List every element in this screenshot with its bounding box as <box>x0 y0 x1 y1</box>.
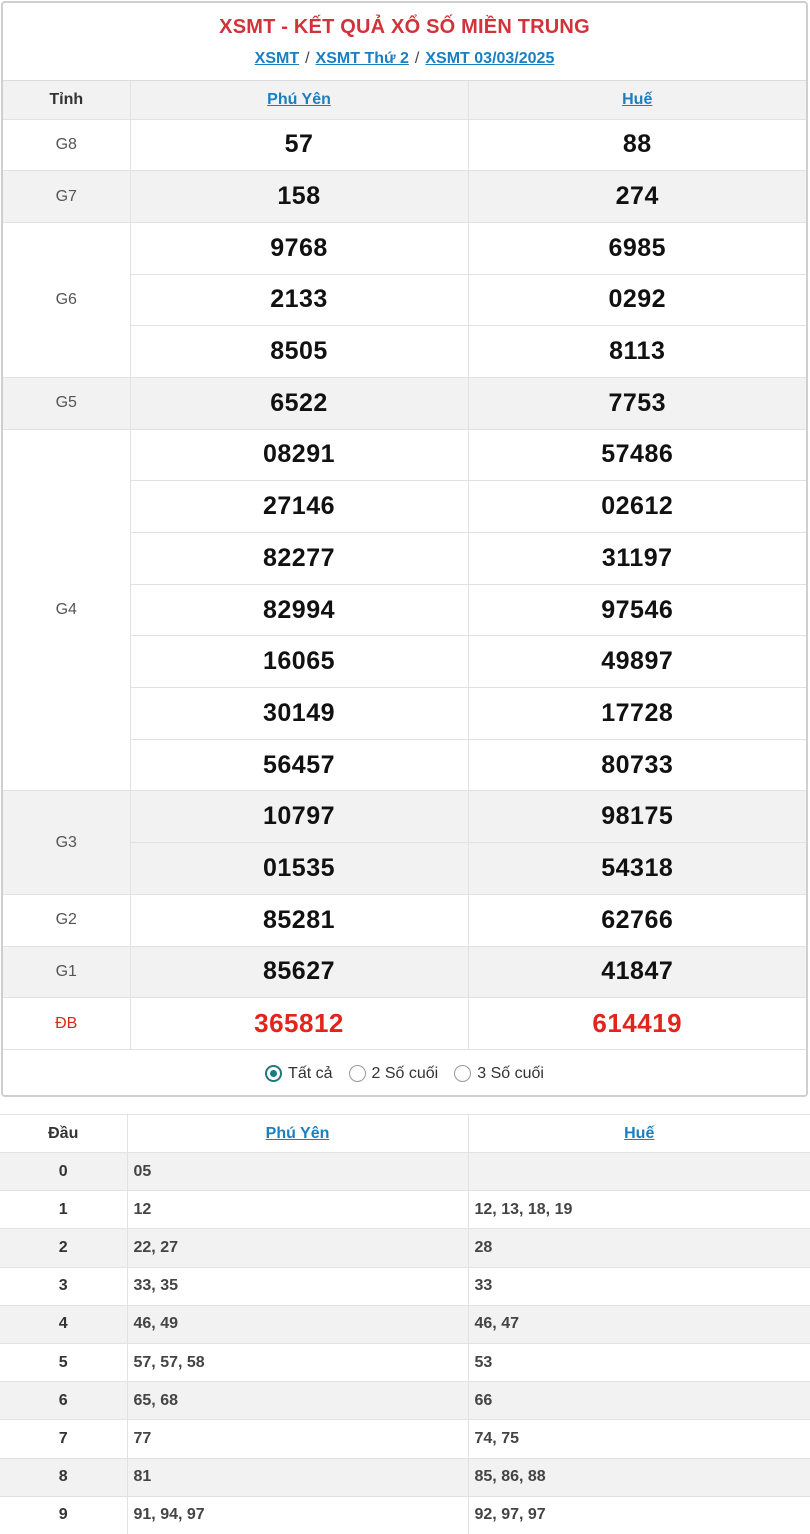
prize-row <box>3 171 806 223</box>
loto-values-phu-yen: 65, 68 <box>127 1382 468 1420</box>
prize-label: G4 <box>3 429 130 791</box>
prize-row <box>3 222 806 274</box>
prize-number-hue: 97546 <box>468 584 806 636</box>
prize-row <box>3 429 806 481</box>
radio-unchecked-icon <box>454 1065 471 1082</box>
results-body <box>3 119 806 1049</box>
prize-number-hue: 274 <box>468 171 806 223</box>
prize-number-phu-yen: 9768 <box>130 222 468 274</box>
prize-number-hue: 49897 <box>468 636 806 688</box>
head-digit: 5 <box>0 1343 127 1381</box>
loto-row <box>0 1458 810 1496</box>
loto-values-hue: 46, 47 <box>468 1305 810 1343</box>
prize-number-phu-yen: 27146 <box>130 481 468 533</box>
filter-label: 2 Số cuối <box>371 1064 439 1082</box>
column-header-head-digit: Đầu <box>0 1115 127 1153</box>
loto-values-hue: 28 <box>468 1229 810 1267</box>
prize-row <box>3 119 806 171</box>
prize-label: G2 <box>3 894 130 946</box>
prize-label: G8 <box>3 119 130 171</box>
loto-values-phu-yen: 22, 27 <box>127 1229 468 1267</box>
head-digit: 8 <box>0 1458 127 1496</box>
prize-number-phu-yen: 30149 <box>130 688 468 740</box>
loto-values-hue: 92, 97, 97 <box>468 1496 810 1534</box>
digit-filter <box>3 1050 806 1097</box>
loto-table <box>0 1114 810 1534</box>
head-digit: 2 <box>0 1229 127 1267</box>
prize-label: ĐB <box>3 998 130 1050</box>
breadcrumb <box>3 50 806 68</box>
breadcrumb-date-link[interactable]: XSMT 03/03/2025 <box>425 50 555 67</box>
head-digit: 1 <box>0 1191 127 1229</box>
prize-row <box>3 998 806 1050</box>
head-digit: 6 <box>0 1382 127 1420</box>
prize-number-hue: 57486 <box>468 429 806 481</box>
province-link-phu-yen[interactable]: Phú Yên <box>267 90 331 108</box>
loto-values-phu-yen: 81 <box>127 1458 468 1496</box>
prize-number-hue: 41847 <box>468 946 806 998</box>
breadcrumb-separator: / <box>414 50 420 67</box>
prize-number-phu-yen: 2133 <box>130 274 468 326</box>
results-header <box>3 3 806 81</box>
loto-values-hue: 33 <box>468 1267 810 1305</box>
prize-number-phu-yen: 82277 <box>130 533 468 585</box>
loto-values-phu-yen: 12 <box>127 1191 468 1229</box>
filter-all-radio[interactable] <box>265 1065 332 1083</box>
loto-values-hue: 74, 75 <box>468 1420 810 1458</box>
loto-province-link-hue[interactable]: Huế <box>624 1124 655 1142</box>
filter-last-3-radio[interactable] <box>454 1065 544 1083</box>
prize-number-hue: 88 <box>468 119 806 171</box>
breadcrumb-weekday-link[interactable]: XSMT Thứ 2 <box>315 50 409 67</box>
prize-number-hue: 7753 <box>468 377 806 429</box>
results-panel <box>1 1 808 1097</box>
loto-row <box>0 1229 810 1267</box>
prize-number-phu-yen: 85627 <box>130 946 468 998</box>
filter-label: 3 Số cuối <box>477 1064 544 1082</box>
loto-row <box>0 1191 810 1229</box>
prize-number-phu-yen: 57 <box>130 119 468 171</box>
prize-label: G5 <box>3 377 130 429</box>
radio-unchecked-icon <box>349 1065 366 1082</box>
results-header-row <box>3 81 806 119</box>
loto-values-hue: 85, 86, 88 <box>468 1458 810 1496</box>
prize-number-hue: 0292 <box>468 274 806 326</box>
prize-row <box>3 894 806 946</box>
prize-number-hue: 614419 <box>468 998 806 1050</box>
prize-number-phu-yen: 56457 <box>130 739 468 791</box>
radio-checked-icon <box>265 1065 282 1082</box>
loto-body <box>0 1153 810 1534</box>
prize-label: G1 <box>3 946 130 998</box>
prize-number-phu-yen: 8505 <box>130 326 468 378</box>
breadcrumb-separator: / <box>305 50 310 67</box>
head-digit: 4 <box>0 1305 127 1343</box>
loto-values-hue <box>468 1153 810 1191</box>
prize-number-hue: 80733 <box>468 739 806 791</box>
prize-number-phu-yen: 82994 <box>130 584 468 636</box>
prize-number-hue: 98175 <box>468 791 806 843</box>
loto-values-hue: 12, 13, 18, 19 <box>468 1191 810 1229</box>
loto-row <box>0 1153 810 1191</box>
prize-number-phu-yen: 158 <box>130 171 468 223</box>
prize-number-hue: 6985 <box>468 222 806 274</box>
loto-province-link-phu-yen[interactable]: Phú Yên <box>265 1124 330 1142</box>
loto-values-hue: 66 <box>468 1382 810 1420</box>
loto-row <box>0 1420 810 1458</box>
filter-last-2-radio[interactable] <box>349 1065 439 1083</box>
prize-number-hue: 17728 <box>468 688 806 740</box>
prize-number-hue: 8113 <box>468 326 806 378</box>
prize-number-phu-yen: 10797 <box>130 791 468 843</box>
loto-values-hue: 53 <box>468 1343 810 1381</box>
results-table <box>3 81 806 1050</box>
prize-number-phu-yen: 08291 <box>130 429 468 481</box>
prize-number-hue: 54318 <box>468 843 806 895</box>
loto-row <box>0 1267 810 1305</box>
head-digit: 3 <box>0 1267 127 1305</box>
prize-number-phu-yen: 6522 <box>130 377 468 429</box>
prize-row <box>3 377 806 429</box>
loto-values-phu-yen: 91, 94, 97 <box>127 1496 468 1534</box>
prize-label: G6 <box>3 222 130 377</box>
column-header-hue <box>468 81 806 119</box>
loto-values-phu-yen: 77 <box>127 1420 468 1458</box>
loto-row <box>0 1496 810 1534</box>
prize-number-hue: 02612 <box>468 481 806 533</box>
prize-number-phu-yen: 365812 <box>130 998 468 1050</box>
loto-values-phu-yen: 46, 49 <box>127 1305 468 1343</box>
loto-panel <box>0 1114 810 1534</box>
loto-values-phu-yen: 57, 57, 58 <box>127 1343 468 1381</box>
page-title: XSMT - KẾT QUẢ XỔ SỐ MIỀN TRUNG <box>219 16 590 38</box>
breadcrumb-xsmt-link[interactable]: XSMT <box>254 50 300 67</box>
head-digit: 7 <box>0 1420 127 1458</box>
head-digit: 9 <box>0 1496 127 1534</box>
loto-header-row <box>0 1115 810 1153</box>
loto-values-phu-yen: 05 <box>127 1153 468 1191</box>
column-header-phu-yen <box>130 81 468 119</box>
column-header-province: Tỉnh <box>3 81 130 119</box>
prize-number-phu-yen: 16065 <box>130 636 468 688</box>
prize-number-phu-yen: 85281 <box>130 894 468 946</box>
prize-label: G3 <box>3 791 130 894</box>
prize-number-phu-yen: 01535 <box>130 843 468 895</box>
loto-row <box>0 1305 810 1343</box>
filter-label: Tất cả <box>288 1064 333 1082</box>
province-link-hue[interactable]: Huế <box>622 90 653 108</box>
loto-column-header-hue <box>468 1115 810 1153</box>
loto-row <box>0 1343 810 1381</box>
prize-number-hue: 62766 <box>468 894 806 946</box>
prize-number-hue: 31197 <box>468 533 806 585</box>
loto-column-header-phu-yen <box>127 1115 468 1153</box>
prize-label: G7 <box>3 171 130 223</box>
loto-values-phu-yen: 33, 35 <box>127 1267 468 1305</box>
loto-row <box>0 1382 810 1420</box>
prize-row <box>3 791 806 843</box>
prize-row <box>3 946 806 998</box>
head-digit: 0 <box>0 1153 127 1191</box>
